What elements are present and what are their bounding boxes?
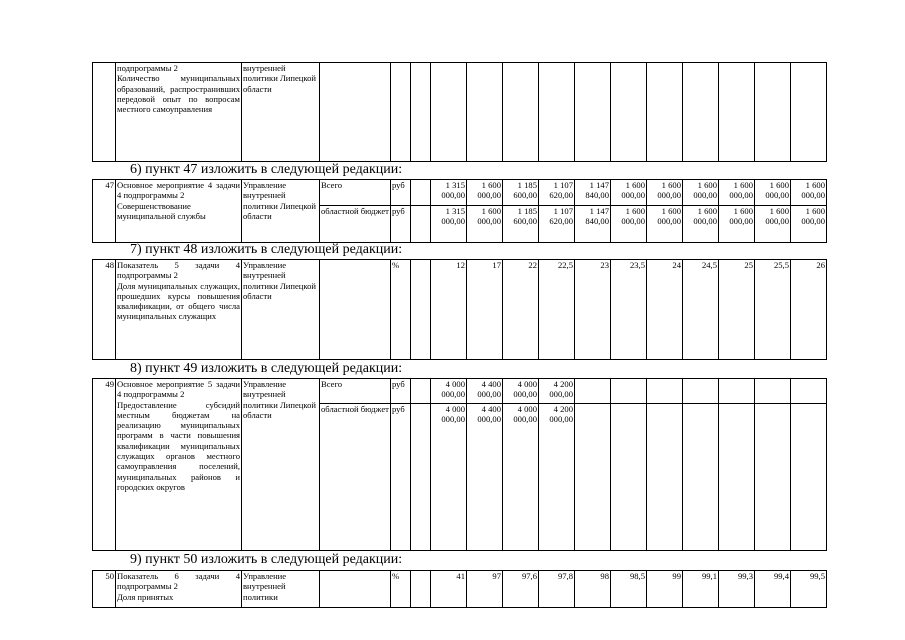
value-cell: 22,5: [539, 260, 575, 360]
table-row-50: [92, 570, 827, 608]
unit-cell: руб: [391, 379, 411, 404]
unit-cell: %: [391, 260, 411, 360]
value-cell: 97,8: [539, 571, 575, 608]
value-cell: 1 600 000,00: [647, 206, 683, 243]
value-cell: 23: [575, 260, 611, 360]
indicator-cell: Показатель 6 задачи 4 подпрограммы 2 Доля принятых: [116, 571, 242, 608]
value-cell: 4 200 000,00: [539, 379, 575, 404]
value-cell: 4 200 000,00: [539, 404, 575, 551]
executor-cell: Управление внутренней политики Липецкой области: [242, 180, 320, 243]
value-cell: 4 000 000,00: [503, 404, 539, 551]
indicator-cell: [116, 63, 242, 162]
value-cell: 97: [467, 571, 503, 608]
source-cell: Всего: [320, 379, 391, 404]
row-number: 47: [93, 180, 116, 243]
value-cell: 4 400 000,00: [467, 404, 503, 551]
value-cell: 1 315 000,00: [431, 180, 467, 206]
value-cell: 1 600 000,00: [755, 180, 791, 206]
source-cell: областной бюджет: [320, 206, 391, 243]
executor-cell: Управление внутренней политики Липецкой области: [242, 260, 320, 360]
table-row: [93, 63, 827, 162]
unit-cell: руб: [391, 404, 411, 551]
value-cell: 1 600 000,00: [467, 180, 503, 206]
heading-item-48: 7) пункт 48 изложить в следующей редакции:: [130, 242, 403, 257]
indicator-cell: Основное мероприятие 4 задачи 4 подпрограммы 2 Совершенствование муниципальной службы: [116, 180, 242, 243]
value-cell: 1 315 000,00: [431, 206, 467, 243]
value-cell: 1 600 000,00: [683, 206, 719, 243]
unit-cell: руб: [391, 180, 411, 206]
value-cell: 17: [467, 260, 503, 360]
value-cell: 98: [575, 571, 611, 608]
value-cell: 1 107 620,00: [539, 206, 575, 243]
value-cell: 12: [431, 260, 467, 360]
value-cell: 1 600 000,00: [791, 180, 827, 206]
value-cell: 26: [791, 260, 827, 360]
heading-item-49: 8) пункт 49 изложить в следующей редакции:: [130, 361, 403, 376]
row-number: 48: [93, 260, 116, 360]
value-cell: 1 147 840,00: [575, 206, 611, 243]
value-cell: 99,5: [791, 571, 827, 608]
row-number: 50: [93, 571, 116, 608]
value-cell: 24: [647, 260, 683, 360]
row-number: 49: [93, 379, 116, 551]
value-cell: 22: [503, 260, 539, 360]
value-cell: 23,5: [611, 260, 647, 360]
heading-item-50: 9) пункт 50 изложить в следующей редакции:: [130, 552, 403, 567]
value-cell: 1 600 000,00: [719, 180, 755, 206]
value-cell: 4 000 000,00: [431, 404, 467, 551]
table-row: [93, 571, 827, 608]
table-block-0: [92, 62, 827, 162]
table-row: [93, 260, 827, 360]
indicator-text: подпрограммы 2 Количество муниципальных образований, распространивших передовой опыт по вопросам местного самоуправления: [117, 63, 240, 115]
value-cell: 1 600 000,00: [755, 206, 791, 243]
value-cell: 98,5: [611, 571, 647, 608]
indicator-cell: Показатель 5 задачи 4 подпрограммы 2 Доля муниципальных служащих, прошедших курсы повышения квалификации, от общего числа муниципальных служащих: [116, 260, 242, 360]
value-cell: 1 600 000,00: [611, 206, 647, 243]
value-cell: 1 185 600,00: [503, 180, 539, 206]
table-row-49: [92, 378, 827, 551]
value-cell: 4 000 000,00: [431, 379, 467, 404]
value-cell: 1 600 000,00: [719, 206, 755, 243]
value-cell: 1 600 000,00: [647, 180, 683, 206]
value-cell: 25,5: [755, 260, 791, 360]
value-cell: 1 107 620,00: [539, 180, 575, 206]
value-cell: 99,3: [719, 571, 755, 608]
table-row: [93, 180, 827, 206]
value-cell: 1 147 840,00: [575, 180, 611, 206]
value-cell: 1 600 000,00: [683, 180, 719, 206]
value-cell: 1 600 000,00: [467, 206, 503, 243]
heading-item-47: 6) пункт 47 изложить в следующей редакции:: [130, 162, 403, 177]
source-cell: Всего: [320, 180, 391, 206]
value-cell: 4 400 000,00: [467, 379, 503, 404]
executor-cell: Управление внутренней политики Липецкой области: [242, 379, 320, 551]
table-row-47: [92, 179, 827, 243]
value-cell: 99,4: [755, 571, 791, 608]
unit-cell: %: [391, 571, 411, 608]
value-cell: 41: [431, 571, 467, 608]
value-cell: 25: [719, 260, 755, 360]
executor-cell: Управление внутренней политики: [242, 571, 320, 608]
unit-cell: руб: [391, 206, 411, 243]
value-cell: 1 600 000,00: [611, 180, 647, 206]
value-cell: 1 185 600,00: [503, 206, 539, 243]
source-cell: областной бюджет: [320, 404, 391, 551]
table-row: [93, 379, 827, 404]
indicator-cell: Основное мероприятие 5 задачи 4 подпрограммы 2 Предоставление субсидий местным бюджетам на реализацию муниципальных программ в части повышения квалификации муниципальных служащих органов местного самоуправления поселений, муниципальных районов и городских округов: [116, 379, 242, 551]
value-cell: 1 600 000,00: [791, 206, 827, 243]
value-cell: 99,1: [683, 571, 719, 608]
value-cell: 4 000 000,00: [503, 379, 539, 404]
executor-cell: внутренней политики Липецкой области: [242, 63, 320, 162]
value-cell: 99: [647, 571, 683, 608]
table-row-48: [92, 259, 827, 360]
value-cell: 97,6: [503, 571, 539, 608]
value-cell: 24,5: [683, 260, 719, 360]
